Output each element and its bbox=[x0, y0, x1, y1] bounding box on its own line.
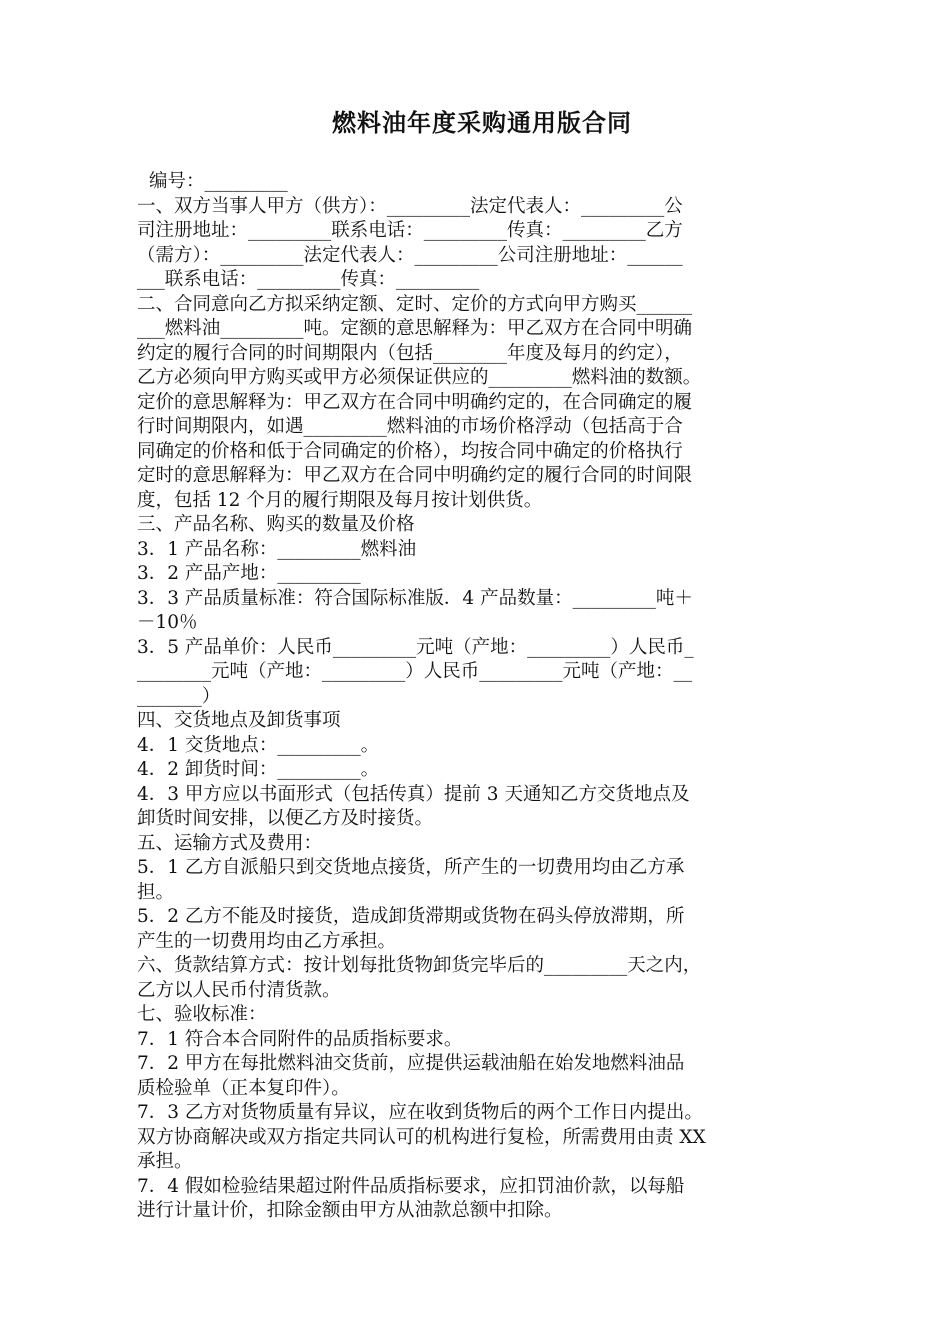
document-line: 行时间期限内，如遇_________燃料油的市场价格浮动（包括高于合 bbox=[137, 416, 683, 437]
document-line: 定时的意思解释为：甲乙双方在合同中明确约定的履行合同的时间限 bbox=[137, 465, 693, 486]
document-line: 4．2 卸货时间：_________。 bbox=[137, 759, 380, 780]
document-line: 7．1 符合本合同附件的品质指标要求。 bbox=[137, 1028, 463, 1050]
document-line: 进行计量计价，扣除金额由甲方从油款总额中扣除。 bbox=[137, 1200, 563, 1221]
document-body bbox=[137, 170, 827, 1224]
document-line: 产生的一切费用均由乙方承担。 bbox=[137, 930, 397, 952]
document-line: 3．2 产品产地：_________ bbox=[137, 563, 361, 584]
document-line: （需方）：_________法定代表人：_________公司注册地址：______ bbox=[137, 244, 683, 266]
document-line: 司注册地址：_________联系电话：_________传真：_________乙方 bbox=[137, 220, 683, 241]
document-line: 同确定的价格和低于合同确定的价格），均按合同中确定的价格执行 bbox=[137, 440, 683, 462]
document-line: 3．5 产品单价：人民币_________元吨（产地：_________）人民币_ bbox=[137, 636, 694, 658]
document-line: 承担。 bbox=[137, 1151, 193, 1172]
document-line: 7．4 假如检验结果超过附件品质指标要求，应扣罚油价款，以每船 bbox=[137, 1175, 685, 1197]
document-line: 约定的履行合同的时间期限内（包括________年度及每月的约定）， bbox=[137, 342, 683, 364]
document-line: 质检验单（正本复印件）。 bbox=[137, 1077, 350, 1099]
document-line: 二、合同意向乙方拟采纳定额、定时、定价的方式向甲方购买______ bbox=[137, 293, 693, 315]
document-line: 5．1 乙方自派船只到交货地点接货，所产生的一切费用均由乙方承 bbox=[137, 857, 685, 878]
document-line: 卸货时间安排，以便乙方及时接货。 bbox=[137, 808, 434, 829]
document-line: ___燃料油_________吨。定额的意思解释为：甲乙双方在合同中明确 bbox=[137, 318, 693, 339]
document-line: 定价的意思解释为：甲乙双方在合同中明确约定的，在合同确定的履 bbox=[137, 391, 693, 413]
document-line: _______） bbox=[137, 685, 221, 707]
document-line: 度，包括 12 个月的履行期限及每月按计划供货。 bbox=[137, 489, 543, 511]
document-line: 4．1 交货地点：_________。 bbox=[137, 734, 380, 756]
document-line: 乙方以人民币付清货款。 bbox=[137, 979, 341, 1001]
document-line: 4．3 甲方应以书面形式（包括传真）提前 3 天通知乙方交货地点及 bbox=[137, 783, 690, 805]
document-line: 担。 bbox=[137, 881, 175, 903]
document-line: 六、货款结算方式：按计划每批货物卸货完毕后的_________天之内， bbox=[137, 955, 702, 976]
document-line: 3．1 产品名称：_________燃料油 bbox=[137, 538, 417, 560]
document-line: 双方协商解决或双方指定共同认可的机构进行复检，所需费用由责 XX bbox=[137, 1126, 706, 1148]
document-line: 三、产品名称、购买的数量及价格 bbox=[137, 514, 415, 535]
document-line: 七、验收标准： bbox=[137, 1004, 267, 1025]
document-line: 编号：_________ bbox=[149, 171, 288, 192]
document-line: －10％ bbox=[137, 612, 198, 633]
document-line: 7．3 乙方对货物质量有异议，应在收到货物后的两个工作日内提出。 bbox=[137, 1102, 703, 1123]
document-line: 四、交货地点及卸货事项 bbox=[137, 710, 341, 731]
document-line: 7．2 甲方在每批燃料油交货前，应提供运载油船在始发地燃料油品 bbox=[137, 1053, 685, 1074]
document-line: 5．2 乙方不能及时接货，造成卸货滞期或货物在码头停放滞期，所 bbox=[137, 906, 685, 927]
document-line: 3．3 产品质量标准：符合国际标准版．4 产品数量：_________吨＋ bbox=[137, 587, 693, 609]
document-line: ________元吨（产地：_________）人民币_________元吨（产地：__ bbox=[137, 661, 693, 682]
document-line: 一、双方当事人甲方（供方）：_________法定代表人：_________公 bbox=[137, 195, 683, 217]
document-line: 五、运输方式及费用： bbox=[137, 832, 323, 854]
document-line: ___联系电话：_________传真：_________ bbox=[137, 269, 480, 290]
document-page bbox=[137, 106, 827, 1224]
document-title: 燃料油年度采购通用版合同 bbox=[332, 108, 632, 137]
document-line: 乙方必须向甲方购买或甲方必须保证供应的_________燃料油的数额。 bbox=[137, 367, 702, 388]
